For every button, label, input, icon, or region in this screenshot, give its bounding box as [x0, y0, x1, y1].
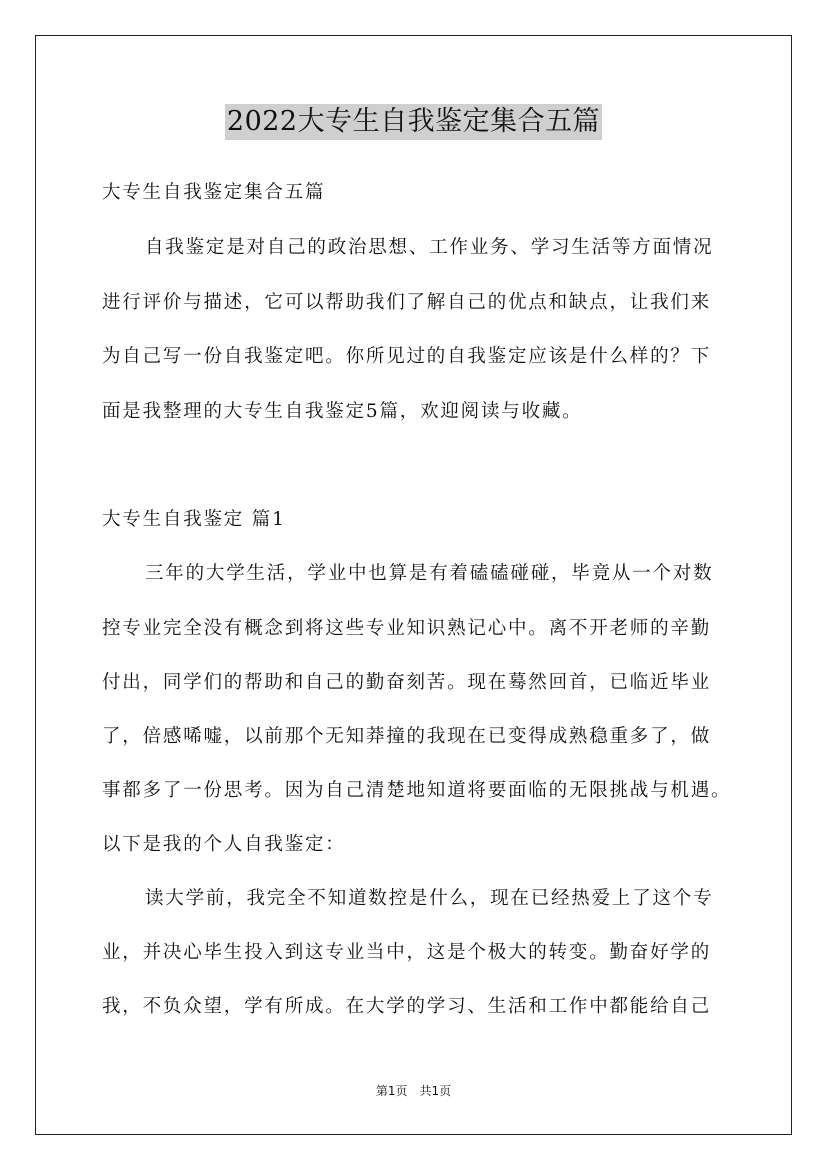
para1-line-1: 三年的大学生活，学业中也算是有着磕磕碰碰，毕竟从一个对数 — [145, 563, 714, 584]
intro-line-3: 为自己写一份自我鉴定吧。你所见过的自我鉴定应该是什么样的？下 — [102, 346, 712, 367]
para2-line-1: 读大学前，我完全不知道数控是什么，现在已经热爱上了这个专 — [145, 888, 714, 909]
para2-line-3: 我，不负众望，学有所成。在大学的学习、生活和工作中都能给自己 — [102, 996, 712, 1017]
para2-line-2: 业，并决心毕生投入到这专业当中，这是个极大的转变。勤奋好学的 — [102, 942, 712, 963]
para1-line-3: 付出，同学们的帮助和自己的勤奋刻苦。现在蓦然回首，已临近毕业 — [102, 672, 712, 693]
intro-line-4: 面是我整理的大专生自我鉴定5篇，欢迎阅读与收藏。 — [102, 401, 583, 422]
para1-line-2: 控专业完全没有概念到将这些专业知识熟记心中。离不开老师的辛勤 — [102, 618, 712, 639]
para1-line-5: 事都多了一份思考。因为自己清楚地知道将要面临的无限挑战与机遇。 — [102, 780, 732, 801]
section-heading: 大专生自我鉴定 篇1 — [102, 509, 286, 530]
document-subtitle: 大专生自我鉴定集合五篇 — [102, 182, 326, 203]
title-container — [0, 104, 827, 140]
para1-line-6: 以下是我的个人自我鉴定： — [102, 834, 346, 855]
intro-line-2: 进行评价与描述，它可以帮助我们了解自己的优点和缺点，让我们来 — [102, 292, 712, 313]
page-number-footer: 第1页 共1页 — [375, 1084, 452, 1098]
document-title: 2022大专生自我鉴定集合五篇 — [225, 104, 602, 140]
intro-line-1: 自我鉴定是对自己的政治思想、工作业务、学习生活等方面情况 — [145, 237, 714, 258]
para1-line-4: 了，倍感唏嘘，以前那个无知莽撞的我现在已变得成熟稳重多了，做 — [102, 726, 712, 747]
